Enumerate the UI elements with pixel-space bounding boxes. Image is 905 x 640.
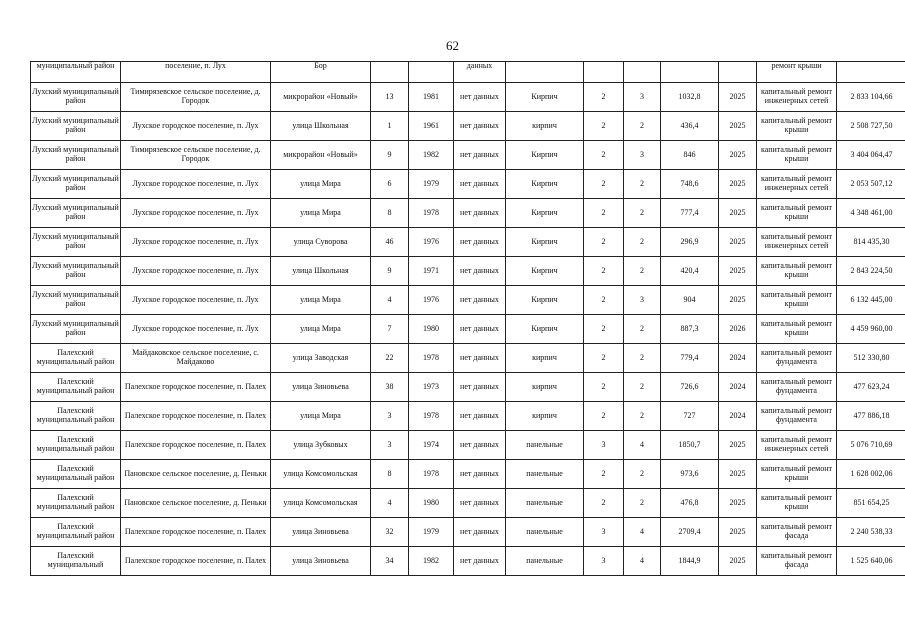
district-cell: Лухский муниципальный район	[31, 199, 121, 228]
repair-year-cell: 2025	[719, 170, 757, 199]
wall-material-cell: панельные	[506, 431, 584, 460]
street-cell: улица Суворова	[271, 228, 371, 257]
settlement-cell: Майдаковское сельское поселение, с. Майдаково	[121, 344, 271, 373]
settlement-cell: Палехское городское поселение, п. Палех	[121, 518, 271, 547]
district-cell: Лухский муниципальный район	[31, 83, 121, 112]
data-status-cell: нет данных	[454, 431, 506, 460]
table-row	[31, 257, 905, 286]
wall-material-cell: панельные	[506, 489, 584, 518]
area-cell: 296,9	[661, 228, 719, 257]
wall-material-cell: Кирпич	[506, 228, 584, 257]
floors-cell: 2	[584, 170, 624, 199]
settlement-cell: Лухское городское поселение, п. Лух	[121, 170, 271, 199]
street-cell: улица Зиновьева	[271, 547, 371, 576]
floors-cell	[584, 62, 624, 83]
cost-cell: 2 843 224,50	[837, 257, 905, 286]
district-cell: Палехский муниципальный район	[31, 402, 121, 431]
settlement-cell: Тимирязевское сельское поселение, д. Городок	[121, 141, 271, 170]
repair-type-cell: капитальный ремонт крыши	[757, 112, 837, 141]
cost-cell: 6 132 445,00	[837, 286, 905, 315]
repair-year-cell: 2025	[719, 199, 757, 228]
repair-type-cell: капитальный ремонт фасада	[757, 547, 837, 576]
table-row	[31, 344, 905, 373]
year-built-cell: 1976	[409, 228, 454, 257]
floors-cell: 2	[584, 83, 624, 112]
year-built-cell: 1976	[409, 286, 454, 315]
repair-year-cell: 2024	[719, 402, 757, 431]
repair-year-cell: 2025	[719, 460, 757, 489]
floors-cell: 2	[584, 286, 624, 315]
data-status-cell: данных	[454, 62, 506, 83]
wall-material-cell: кирпич	[506, 402, 584, 431]
table-row	[31, 112, 905, 141]
data-status-cell: нет данных	[454, 489, 506, 518]
repair-type-cell: капитальный ремонт фундамента	[757, 373, 837, 402]
settlement-cell: Тимирязевское сельское поселение, д. Городок	[121, 83, 271, 112]
table-row	[31, 315, 905, 344]
street-cell: улица Комсомольская	[271, 460, 371, 489]
repair-type-cell: капитальный ремонт фасада	[757, 518, 837, 547]
settlement-cell: Палехское городское поселение, п. Палех	[121, 547, 271, 576]
entrances-cell: 4	[624, 518, 661, 547]
data-status-cell: нет данных	[454, 228, 506, 257]
year-built-cell: 1978	[409, 402, 454, 431]
table-row	[31, 199, 905, 228]
repair-type-cell: капитальный ремонт инженерных сетей	[757, 431, 837, 460]
floors-cell: 2	[584, 315, 624, 344]
street-cell: улица Зиновьева	[271, 373, 371, 402]
data-status-cell: нет данных	[454, 141, 506, 170]
table-row	[31, 402, 905, 431]
cost-cell: 477 623,24	[837, 373, 905, 402]
repair-type-cell: капитальный ремонт крыши	[757, 489, 837, 518]
area-cell: 846	[661, 141, 719, 170]
district-cell: Лухский муниципальный район	[31, 228, 121, 257]
repair-type-cell: капитальный ремонт крыши	[757, 315, 837, 344]
year-built-cell: 1978	[409, 199, 454, 228]
repair-year-cell: 2025	[719, 547, 757, 576]
district-cell: Палехский муниципальный район	[31, 431, 121, 460]
street-cell: улица Заводская	[271, 344, 371, 373]
repair-year-cell: 2025	[719, 518, 757, 547]
entrances-cell: 2	[624, 460, 661, 489]
district-cell: Палехский муниципальный район	[31, 373, 121, 402]
house-number-cell: 38	[371, 373, 409, 402]
table-row	[31, 431, 905, 460]
wall-material-cell: панельные	[506, 518, 584, 547]
floors-cell: 2	[584, 460, 624, 489]
settlement-cell: Лухское городское поселение, п. Лух	[121, 257, 271, 286]
repair-year-cell: 2025	[719, 112, 757, 141]
cost-cell: 4 459 960,00	[837, 315, 905, 344]
repair-type-cell: капитальный ремонт крыши	[757, 199, 837, 228]
repair-type-cell: капитальный ремонт инженерных сетей	[757, 83, 837, 112]
wall-material-cell: кирпич	[506, 112, 584, 141]
wall-material-cell: Кирпич	[506, 315, 584, 344]
wall-material-cell: кирпич	[506, 373, 584, 402]
floors-cell: 3	[584, 431, 624, 460]
entrances-cell: 2	[624, 257, 661, 286]
repair-year-cell: 2025	[719, 83, 757, 112]
table-row	[31, 373, 905, 402]
repair-year-cell: 2026	[719, 315, 757, 344]
area-cell: 727	[661, 402, 719, 431]
area-cell: 777,4	[661, 199, 719, 228]
table-row	[31, 62, 905, 83]
year-built-cell: 1971	[409, 257, 454, 286]
street-cell: улица Мира	[271, 286, 371, 315]
repair-type-cell: капитальный ремонт фундамента	[757, 344, 837, 373]
district-cell: Палехский муниципальный район	[31, 518, 121, 547]
data-status-cell: нет данных	[454, 83, 506, 112]
district-cell: Лухский муниципальный район	[31, 315, 121, 344]
cost-cell: 2 508 727,50	[837, 112, 905, 141]
repair-type-cell: капитальный ремонт инженерных сетей	[757, 170, 837, 199]
house-number-cell: 4	[371, 489, 409, 518]
settlement-cell: Пановское сельское поселение, д. Пеньки	[121, 460, 271, 489]
district-cell: Лухский муниципальный район	[31, 257, 121, 286]
area-cell	[661, 62, 719, 83]
entrances-cell: 2	[624, 402, 661, 431]
repair-year-cell	[719, 62, 757, 83]
entrances-cell: 2	[624, 199, 661, 228]
settlement-cell: поселение, п. Лух	[121, 62, 271, 83]
settlement-cell: Лухское городское поселение, п. Лух	[121, 112, 271, 141]
year-built-cell: 1974	[409, 431, 454, 460]
entrances-cell: 4	[624, 547, 661, 576]
area-cell: 748,6	[661, 170, 719, 199]
street-cell: улица Школьная	[271, 112, 371, 141]
table-row	[31, 83, 905, 112]
repair-type-cell: капитальный ремонт фундамента	[757, 402, 837, 431]
year-built-cell: 1979	[409, 518, 454, 547]
year-built-cell: 1981	[409, 83, 454, 112]
floors-cell: 2	[584, 344, 624, 373]
repair-year-cell: 2025	[719, 141, 757, 170]
cost-cell: 4 348 461,00	[837, 199, 905, 228]
area-cell: 1850,7	[661, 431, 719, 460]
area-cell: 779,4	[661, 344, 719, 373]
data-status-cell: нет данных	[454, 315, 506, 344]
wall-material-cell: Кирпич	[506, 141, 584, 170]
cost-cell: 1 525 640,06	[837, 547, 905, 576]
table-row	[31, 286, 905, 315]
entrances-cell: 2	[624, 228, 661, 257]
floors-cell: 3	[584, 518, 624, 547]
table-row	[31, 228, 905, 257]
district-cell: Палехский муниципальный район	[31, 460, 121, 489]
settlement-cell: Палехское городское поселение, п. Палех	[121, 431, 271, 460]
area-cell: 887,3	[661, 315, 719, 344]
area-cell: 1844,9	[661, 547, 719, 576]
data-status-cell: нет данных	[454, 344, 506, 373]
street-cell: улица Комсомольская	[271, 489, 371, 518]
wall-material-cell	[506, 62, 584, 83]
settlement-cell: Палехское городское поселение, п. Палех	[121, 373, 271, 402]
district-cell: Палехский муниципальный район	[31, 344, 121, 373]
settlement-cell: Лухское городское поселение, п. Лух	[121, 286, 271, 315]
entrances-cell: 3	[624, 141, 661, 170]
floors-cell: 2	[584, 112, 624, 141]
entrances-cell	[624, 62, 661, 83]
data-status-cell: нет данных	[454, 199, 506, 228]
year-built-cell: 1980	[409, 489, 454, 518]
floors-cell: 3	[584, 547, 624, 576]
house-number-cell: 1	[371, 112, 409, 141]
floors-cell: 2	[584, 228, 624, 257]
cost-cell: 814 435,30	[837, 228, 905, 257]
repair-type-cell: капитальный ремонт крыши	[757, 141, 837, 170]
house-number-cell: 3	[371, 431, 409, 460]
year-built-cell: 1978	[409, 460, 454, 489]
wall-material-cell: Кирпич	[506, 257, 584, 286]
street-cell: микрорайон «Новый»	[271, 141, 371, 170]
house-number-cell: 8	[371, 460, 409, 489]
cost-cell: 512 330,80	[837, 344, 905, 373]
wall-material-cell: Кирпич	[506, 199, 584, 228]
house-number-cell: 6	[371, 170, 409, 199]
entrances-cell: 2	[624, 170, 661, 199]
wall-material-cell: Кирпич	[506, 286, 584, 315]
house-number-cell: 34	[371, 547, 409, 576]
house-number-cell: 4	[371, 286, 409, 315]
data-status-cell: нет данных	[454, 518, 506, 547]
area-cell: 420,4	[661, 257, 719, 286]
street-cell: микрорайон «Новый»	[271, 83, 371, 112]
table-row	[31, 141, 905, 170]
area-cell: 1032,8	[661, 83, 719, 112]
district-cell: Палехский муниципальный	[31, 547, 121, 576]
floors-cell: 2	[584, 489, 624, 518]
data-status-cell: нет данных	[454, 170, 506, 199]
repair-year-cell: 2025	[719, 257, 757, 286]
house-number-cell: 13	[371, 83, 409, 112]
cost-cell: 1 628 002,06	[837, 460, 905, 489]
table-row	[31, 170, 905, 199]
data-status-cell: нет данных	[454, 286, 506, 315]
area-cell: 2709,4	[661, 518, 719, 547]
settlement-cell: Палехское городское поселение, п. Палех	[121, 402, 271, 431]
year-built-cell: 1973	[409, 373, 454, 402]
settlement-cell: Лухское городское поселение, п. Лух	[121, 228, 271, 257]
repair-type-cell: капитальный ремонт крыши	[757, 460, 837, 489]
house-number-cell: 3	[371, 402, 409, 431]
table-row	[31, 460, 905, 489]
year-built-cell	[409, 62, 454, 83]
area-cell: 973,6	[661, 460, 719, 489]
house-number-cell: 9	[371, 141, 409, 170]
year-built-cell: 1979	[409, 170, 454, 199]
house-number-cell: 46	[371, 228, 409, 257]
data-status-cell: нет данных	[454, 112, 506, 141]
data-status-cell: нет данных	[454, 460, 506, 489]
house-number-cell: 32	[371, 518, 409, 547]
wall-material-cell: панельные	[506, 547, 584, 576]
entrances-cell: 3	[624, 286, 661, 315]
cost-cell: 477 886,18	[837, 402, 905, 431]
repair-year-cell: 2025	[719, 431, 757, 460]
repair-type-cell: капитальный ремонт инженерных сетей	[757, 228, 837, 257]
settlement-cell: Лухское городское поселение, п. Лух	[121, 199, 271, 228]
repair-type-cell: ремонт крыши	[757, 62, 837, 83]
floors-cell: 2	[584, 257, 624, 286]
data-status-cell: нет данных	[454, 402, 506, 431]
repair-year-cell: 2025	[719, 286, 757, 315]
year-built-cell: 1982	[409, 547, 454, 576]
year-built-cell: 1980	[409, 315, 454, 344]
housing-repair-table	[30, 61, 905, 576]
district-cell: Лухский муниципальный район	[31, 112, 121, 141]
district-cell: Лухский муниципальный район	[31, 141, 121, 170]
cost-cell: 2 053 507,12	[837, 170, 905, 199]
cost-cell: 2 833 104,66	[837, 83, 905, 112]
cost-cell: 3 404 064,47	[837, 141, 905, 170]
cost-cell	[837, 62, 905, 83]
street-cell: улица Мира	[271, 199, 371, 228]
year-built-cell: 1978	[409, 344, 454, 373]
repair-year-cell: 2024	[719, 344, 757, 373]
entrances-cell: 2	[624, 344, 661, 373]
street-cell: улица Мира	[271, 315, 371, 344]
district-cell: Лухский муниципальный район	[31, 170, 121, 199]
data-status-cell: нет данных	[454, 547, 506, 576]
floors-cell: 2	[584, 373, 624, 402]
street-cell: улица Зубковых	[271, 431, 371, 460]
street-cell: Бор	[271, 62, 371, 83]
page-number: 62	[446, 38, 459, 53]
cost-cell: 851 654,25	[837, 489, 905, 518]
repair-year-cell: 2025	[719, 489, 757, 518]
table-row	[31, 489, 905, 518]
repair-type-cell: капитальный ремонт крыши	[757, 286, 837, 315]
data-status-cell: нет данных	[454, 373, 506, 402]
table-row	[31, 518, 905, 547]
street-cell: улица Мира	[271, 402, 371, 431]
floors-cell: 2	[584, 402, 624, 431]
repair-year-cell: 2024	[719, 373, 757, 402]
entrances-cell: 2	[624, 315, 661, 344]
entrances-cell: 2	[624, 112, 661, 141]
wall-material-cell: панельные	[506, 460, 584, 489]
table-row	[31, 547, 905, 576]
wall-material-cell: Кирпич	[506, 83, 584, 112]
area-cell: 476,8	[661, 489, 719, 518]
district-cell: Лухский муниципальный район	[31, 286, 121, 315]
entrances-cell: 4	[624, 431, 661, 460]
house-number-cell: 9	[371, 257, 409, 286]
data-status-cell: нет данных	[454, 257, 506, 286]
year-built-cell: 1961	[409, 112, 454, 141]
house-number-cell: 8	[371, 199, 409, 228]
repair-type-cell: капитальный ремонт крыши	[757, 257, 837, 286]
wall-material-cell: Кирпич	[506, 170, 584, 199]
cost-cell: 2 240 538,33	[837, 518, 905, 547]
floors-cell: 2	[584, 199, 624, 228]
district-cell: муниципальный район	[31, 62, 121, 83]
area-cell: 726,6	[661, 373, 719, 402]
settlement-cell: Пановское сельское поселение, д. Пеньки	[121, 489, 271, 518]
entrances-cell: 2	[624, 373, 661, 402]
entrances-cell: 2	[624, 489, 661, 518]
house-number-cell	[371, 62, 409, 83]
settlement-cell: Лухское городское поселение, п. Лух	[121, 315, 271, 344]
area-cell: 436,4	[661, 112, 719, 141]
floors-cell: 2	[584, 141, 624, 170]
entrances-cell: 3	[624, 83, 661, 112]
district-cell: Палехский муниципальный район	[31, 489, 121, 518]
street-cell: улица Зиновьева	[271, 518, 371, 547]
house-number-cell: 7	[371, 315, 409, 344]
house-number-cell: 22	[371, 344, 409, 373]
street-cell: улица Школьная	[271, 257, 371, 286]
cost-cell: 5 076 710,69	[837, 431, 905, 460]
year-built-cell: 1982	[409, 141, 454, 170]
street-cell: улица Мира	[271, 170, 371, 199]
wall-material-cell: кирпич	[506, 344, 584, 373]
repair-year-cell: 2025	[719, 228, 757, 257]
area-cell: 904	[661, 286, 719, 315]
